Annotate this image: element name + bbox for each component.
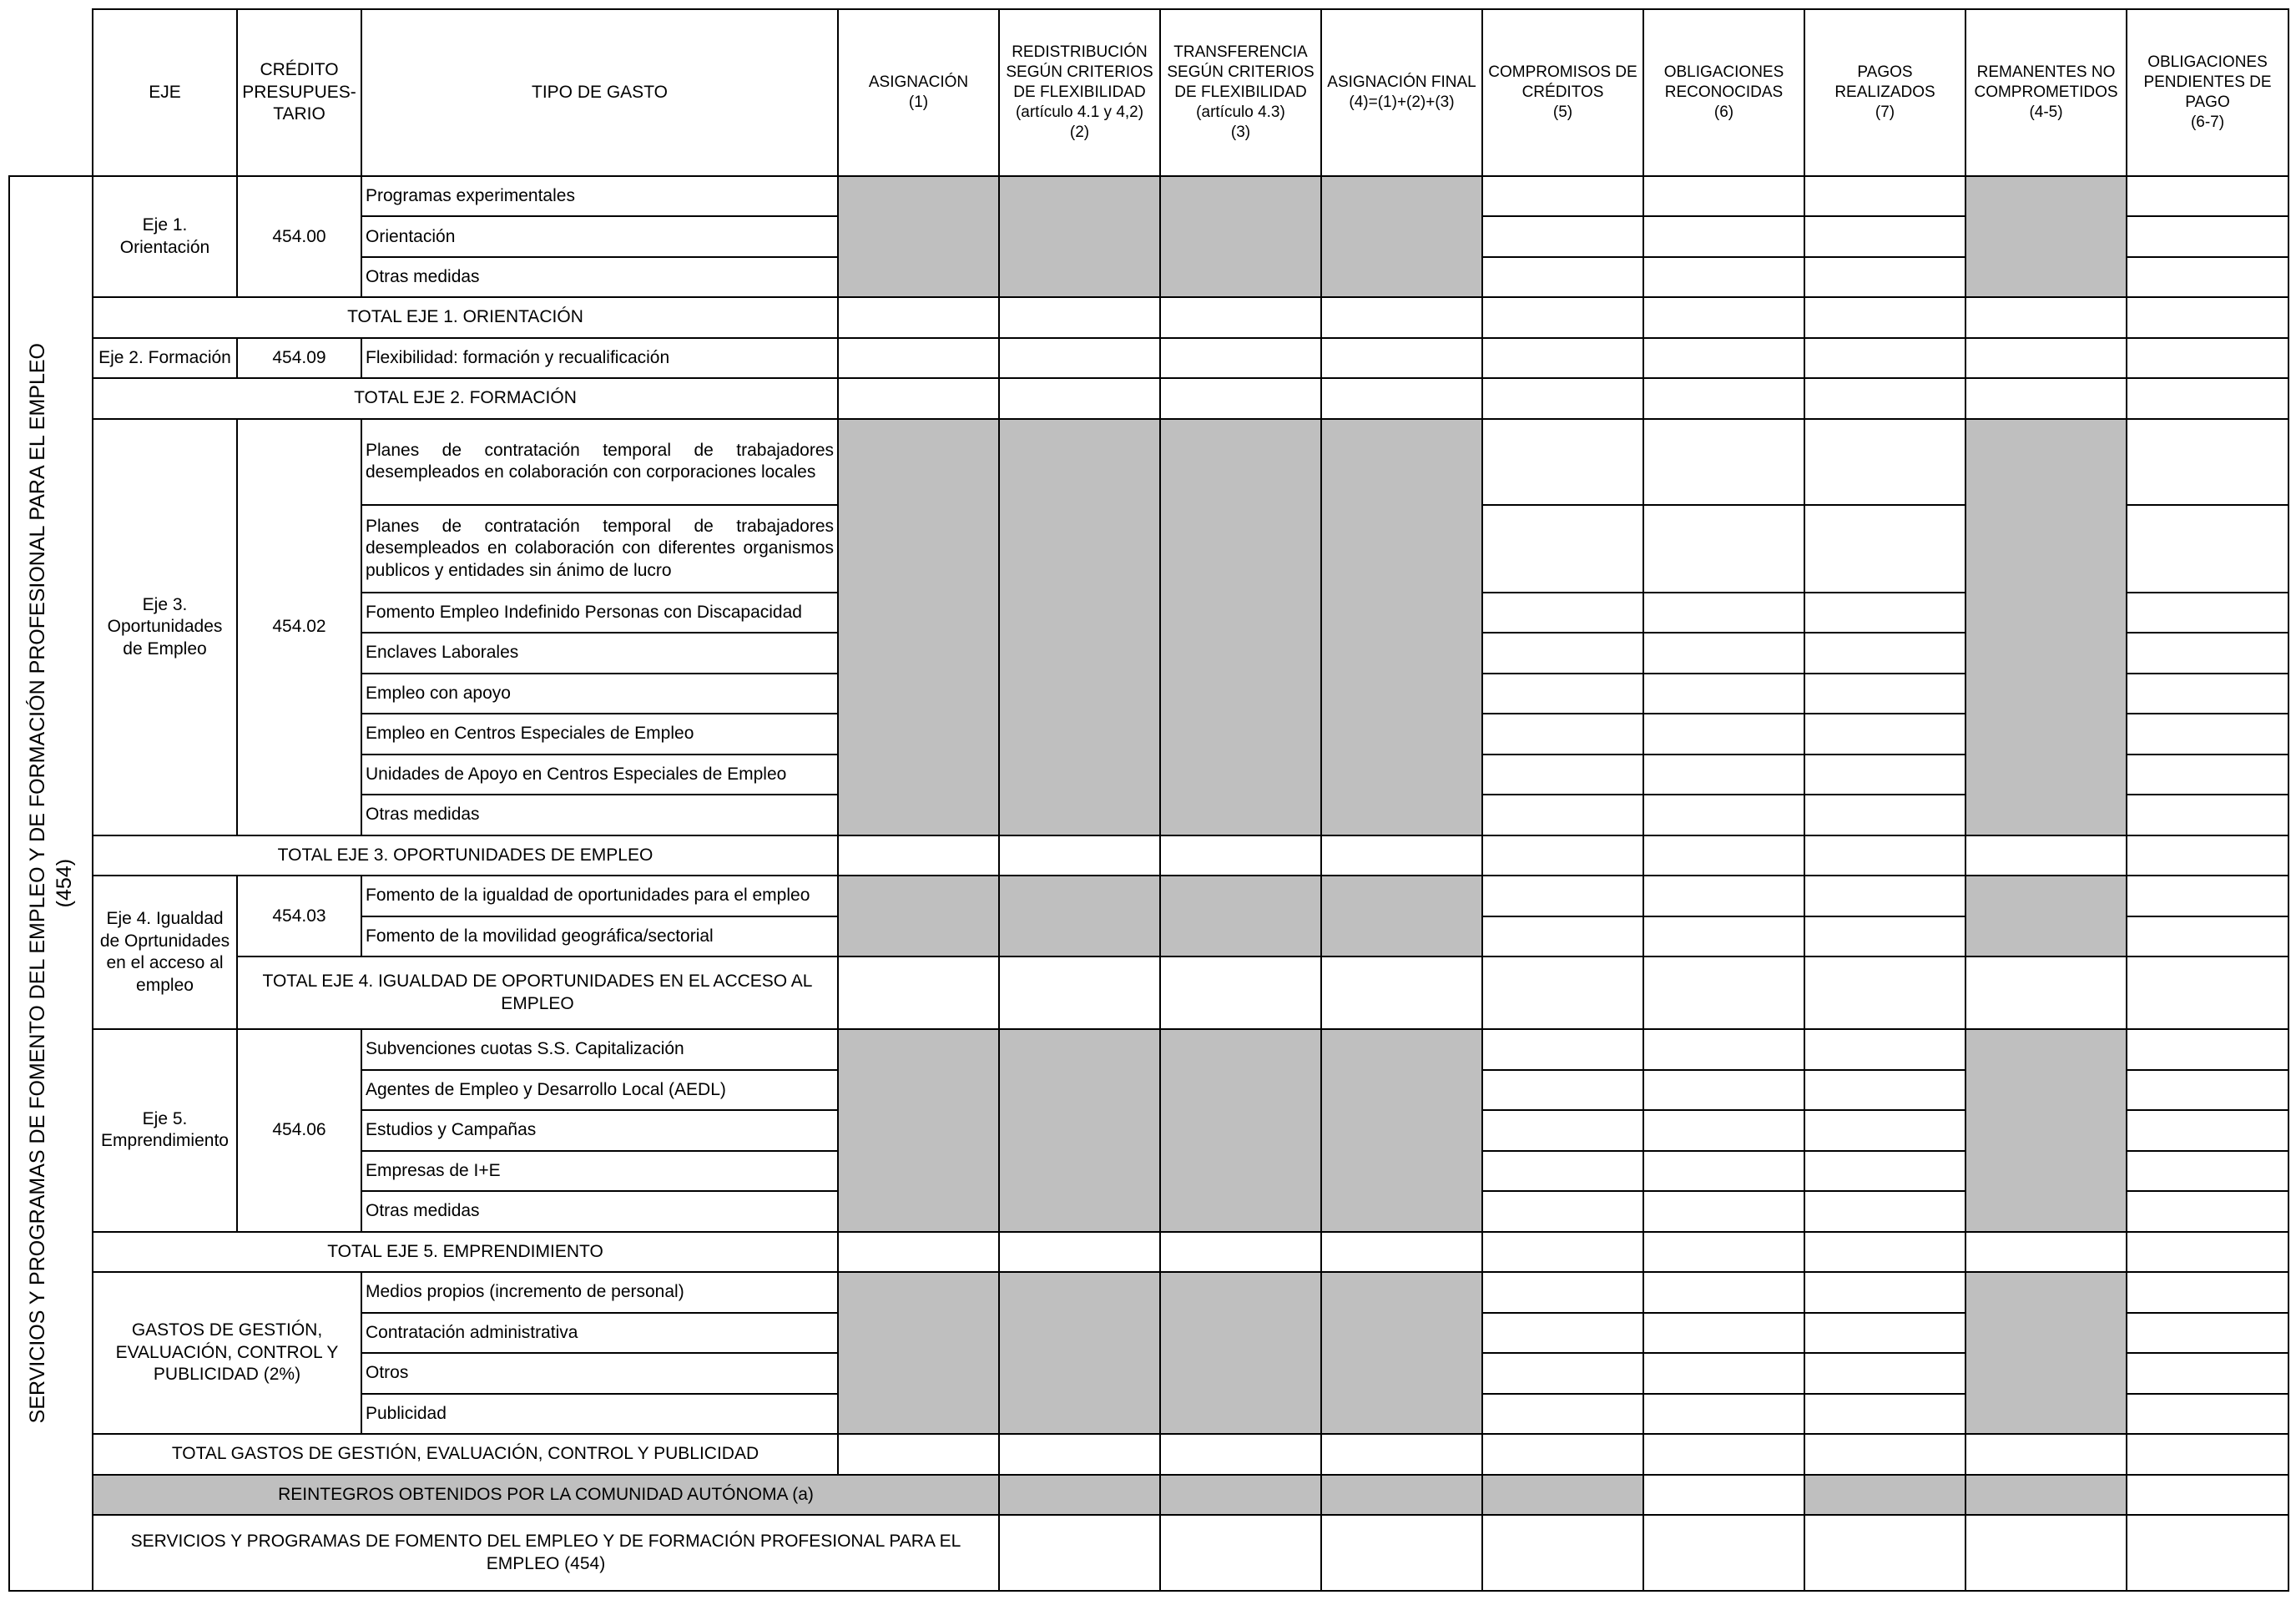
value-cell[interactable] [1643,1434,1804,1474]
value-cell[interactable] [1965,378,2127,418]
value-cell[interactable] [2127,297,2288,337]
value-cell[interactable] [1482,1232,1643,1272]
value-cell[interactable] [2127,378,2288,418]
value-cell[interactable] [1482,338,1643,378]
expense-type: Unidades de Apoyo en Centros Especiales de Empleo [361,755,838,795]
total-row [9,297,2288,337]
header-credito: CRÉDITO PRESUPUES-TARIO [237,9,361,176]
value-cell[interactable] [2127,176,2288,216]
value-cell[interactable] [1804,1313,1965,1353]
value-cell[interactable] [1482,714,1643,754]
value-cell[interactable] [1804,1029,1965,1069]
value-cell[interactable] [1804,956,1965,1029]
total-row [9,956,2288,1029]
value-cell[interactable] [1965,297,2127,337]
value-cell[interactable] [1965,1434,2127,1474]
value-cell[interactable] [2127,1191,2288,1231]
value-cell[interactable] [1965,1232,2127,1272]
value-cell[interactable] [1643,1353,1804,1393]
expense-type: Orientación [361,216,838,256]
value-cell[interactable] [1321,956,1482,1029]
value-cell[interactable] [1804,876,1965,916]
value-cell[interactable] [2127,1272,2288,1312]
value-cell[interactable] [999,338,1160,378]
value-cell[interactable] [1482,176,1643,216]
value-cell[interactable] [999,1232,1160,1272]
value-cell[interactable] [999,956,1160,1029]
value-cell[interactable] [1160,1232,1321,1272]
value-cell[interactable] [1643,835,1804,876]
header-pagos: PAGOS REALIZADOS (7) [1804,9,1965,176]
header-redistribucion: REDISTRIBUCIÓN SEGÚN CRITERIOS DE FLEXIBILIDAD (artículo 4.1 y 4,2) (2) [999,9,1160,176]
value-cell[interactable] [1160,297,1321,337]
expense-type: Fomento de la movilidad geográfica/sectorial [361,916,838,956]
value-cell[interactable] [1482,795,1643,835]
expense-type: Publicidad [361,1394,838,1434]
value-cell[interactable] [1482,297,1643,337]
value-cell[interactable] [1804,714,1965,754]
table-row [9,1272,2288,1312]
value-cell[interactable] [1482,1272,1643,1312]
value-cell[interactable] [1643,257,1804,297]
table-row [9,1029,2288,1069]
expense-type: Fomento de la igualdad de oportunidades para el empleo [361,876,838,916]
value-cell[interactable] [1643,297,1804,337]
expense-type: Subvenciones cuotas S.S. Capitalización [361,1029,838,1069]
expense-type: Enclaves Laborales [361,633,838,673]
budget-execution-table [8,8,2289,1592]
value-cell[interactable] [2127,1475,2288,1515]
value-cell[interactable] [1482,505,1643,593]
value-cell[interactable] [2127,1070,2288,1110]
value-cell[interactable] [2127,1394,2288,1434]
header-transferencia: TRANSFERENCIA SEGÚN CRITERIOS DE FLEXIBILIDAD (artículo 4.3) (3) [1160,9,1321,176]
value-cell[interactable] [1804,378,1965,418]
value-cell[interactable] [1643,1070,1804,1110]
value-cell[interactable] [1643,1191,1804,1231]
eje-3-label: Eje 3. Oportunidades de Empleo [93,419,237,835]
header-asignacion-final: ASIGNACIÓN FINAL (4)=(1)+(2)+(3) [1321,9,1482,176]
value-cell[interactable] [1482,257,1643,297]
value-cell[interactable] [1804,338,1965,378]
total-row [9,835,2288,876]
value-cell[interactable] [838,1434,999,1474]
gestion-label: GASTOS DE GESTIÓN, EVALUACIÓN, CONTROL Y PUBLICIDAD (2%) [93,1272,361,1434]
table-row [9,338,2288,378]
value-cell[interactable] [1643,1029,1804,1069]
expense-type: Otras medidas [361,257,838,297]
value-cell[interactable] [1643,419,1804,505]
total-row [9,1434,2288,1474]
value-cell[interactable] [1643,633,1804,673]
value-cell[interactable] [838,378,999,418]
value-cell[interactable] [1643,876,1804,916]
value-cell[interactable] [1804,1070,1965,1110]
value-cell[interactable] [1804,1272,1965,1312]
budget-report [8,8,2288,1592]
value-cell[interactable] [1804,795,1965,835]
value-cell[interactable] [2127,714,2288,754]
value-cell[interactable] [1482,1353,1643,1393]
value-cell[interactable] [2127,876,2288,916]
value-cell[interactable] [1482,916,1643,956]
value-cell[interactable] [1482,593,1643,633]
value-cell[interactable] [838,835,999,876]
value-cell[interactable] [1482,1070,1643,1110]
value-cell[interactable] [1804,176,1965,216]
value-cell[interactable] [1321,378,1482,418]
value-cell[interactable] [1965,835,2127,876]
value-cell[interactable] [1643,755,1804,795]
value-cell[interactable] [1160,338,1321,378]
value-cell[interactable] [838,338,999,378]
value-cell[interactable] [1160,835,1321,876]
value-cell[interactable] [1482,1151,1643,1191]
header-corner [9,9,93,176]
value-cell[interactable] [999,378,1160,418]
header-tipo-gasto: TIPO DE GASTO [361,9,838,176]
total-row [9,1232,2288,1272]
expense-type: Otras medidas [361,1191,838,1231]
value-cell[interactable] [999,1515,1160,1591]
value-cell[interactable] [1482,1394,1643,1434]
value-cell[interactable] [1482,755,1643,795]
reintegros-row [9,1475,2288,1515]
value-cell[interactable] [1643,1151,1804,1191]
value-cell[interactable] [2127,1515,2288,1591]
value-cell[interactable] [2127,419,2288,505]
value-cell[interactable] [838,1232,999,1272]
value-cell[interactable] [1482,1029,1643,1069]
value-cell[interactable] [1160,378,1321,418]
value-cell[interactable] [2127,916,2288,956]
expense-type: Fomento Empleo Indefinido Personas con Discapacidad [361,593,838,633]
eje-2-total-label: TOTAL EJE 2. FORMACIÓN [93,378,838,418]
value-cell[interactable] [1643,378,1804,418]
expense-type: Agentes de Empleo y Desarrollo Local (AEDL) [361,1070,838,1110]
value-cell[interactable] [1804,1110,1965,1150]
value-cell[interactable] [1643,714,1804,754]
value-cell[interactable] [1804,835,1965,876]
value-cell[interactable] [1643,916,1804,956]
value-cell[interactable] [1321,1434,1482,1474]
expense-type: Empleo en Centros Especiales de Empleo [361,714,838,754]
value-cell[interactable] [1965,1515,2127,1591]
expense-type: Planes de contratación temporal de trabajadores desempleados en colaboración con corporaciones locales [361,419,838,505]
value-cell[interactable] [1643,505,1804,593]
value-cell[interactable] [2127,755,2288,795]
value-cell[interactable] [1804,1191,1965,1231]
expense-type: Contratación administrativa [361,1313,838,1353]
value-cell[interactable] [2127,216,2288,256]
value-cell[interactable] [1482,216,1643,256]
value-cell[interactable] [2127,956,2288,1029]
expense-type: Flexibilidad: formación y recualificación [361,338,838,378]
value-cell[interactable] [1643,176,1804,216]
eje-1-total-label: TOTAL EJE 1. ORIENTACIÓN [93,297,838,337]
eje-5-credit: 454.06 [237,1029,361,1231]
value-cell[interactable] [1804,1434,1965,1474]
value-cell[interactable] [1804,216,1965,256]
value-cell[interactable] [1482,378,1643,418]
value-cell[interactable] [1321,835,1482,876]
value-cell[interactable] [1804,674,1965,714]
value-cell[interactable] [1643,338,1804,378]
value-cell[interactable] [1804,505,1965,593]
value-cell[interactable] [2127,593,2288,633]
value-cell[interactable] [1482,1110,1643,1150]
grand-total-row [9,1515,2288,1591]
value-cell[interactable] [2127,1434,2288,1474]
value-cell[interactable] [2127,835,2288,876]
value-cell[interactable] [2127,674,2288,714]
expense-type: Empleo con apoyo [361,674,838,714]
header-asignacion: ASIGNACIÓN (1) [838,9,999,176]
value-cell[interactable] [1482,835,1643,876]
total-row [9,378,2288,418]
value-cell[interactable] [1643,795,1804,835]
eje-4-total-label: TOTAL EJE 4. IGUALDAD DE OPORTUNIDADES EN EL ACCESO AL EMPLEO [237,956,838,1029]
expense-type: Estudios y Campañas [361,1110,838,1150]
header-eje: EJE [93,9,237,176]
value-cell[interactable] [838,297,999,337]
expense-type: Empresas de I+E [361,1151,838,1191]
value-cell[interactable] [1482,876,1643,916]
expense-type: Otros [361,1353,838,1393]
value-cell[interactable] [1643,593,1804,633]
grand-total-label: SERVICIOS Y PROGRAMAS DE FOMENTO DEL EMPLEO Y DE FORMACIÓN PROFESIONAL PARA EL EMPLEO (454) [93,1515,999,1591]
value-cell[interactable] [2127,633,2288,673]
value-cell[interactable] [1160,1434,1321,1474]
eje-2-label: Eje 2. Formación [93,338,237,378]
value-cell[interactable] [1482,956,1643,1029]
value-cell[interactable] [1321,1515,1482,1591]
value-cell[interactable] [1482,633,1643,673]
value-cell[interactable] [2127,257,2288,297]
value-cell[interactable] [1482,1515,1643,1591]
value-cell[interactable] [1643,1515,1804,1591]
value-cell[interactable] [1804,916,1965,956]
value-cell[interactable] [1160,1515,1321,1591]
eje-5-label: Eje 5. Emprendimiento [93,1029,237,1231]
value-cell[interactable] [1321,338,1482,378]
value-cell[interactable] [1804,257,1965,297]
value-cell[interactable] [1804,633,1965,673]
value-cell[interactable] [1482,1434,1643,1474]
expense-type: Programas experimentales [361,176,838,216]
expense-type: Otras medidas [361,795,838,835]
value-cell[interactable] [1643,1232,1804,1272]
value-cell[interactable] [838,956,999,1029]
value-cell[interactable] [1321,1232,1482,1272]
value-cell[interactable] [1482,1313,1643,1353]
value-cell[interactable] [2127,1232,2288,1272]
header-obligaciones-reconocidas: OBLIGACIONES RECONOCIDAS (6) [1643,9,1804,176]
value-cell[interactable] [2127,1151,2288,1191]
eje-4-credit: 454.03 [237,876,361,956]
value-cell[interactable] [1643,1394,1804,1434]
gestion-total-label: TOTAL GASTOS DE GESTIÓN, EVALUACIÓN, CONTROL Y PUBLICIDAD [93,1434,838,1474]
value-cell[interactable] [1643,1110,1804,1150]
table-row [9,876,2288,916]
header-row [9,9,2288,176]
expense-type: Planes de contratación temporal de trabajadores desempleados en colaboración con diferentes organismos publicos y entidades sin ánimo de lucro [361,505,838,593]
value-cell[interactable] [1804,1394,1965,1434]
value-cell[interactable] [1965,338,2127,378]
header-remanentes: REMANENTES NO COMPROMETIDOS (4-5) [1965,9,2127,176]
eje-3-credit: 454.02 [237,419,361,835]
value-cell[interactable] [1804,297,1965,337]
value-cell[interactable] [2127,1353,2288,1393]
value-cell[interactable] [999,1434,1160,1474]
header-pendientes: OBLIGACIONES PENDIENTES DE PAGO (6-7) [2127,9,2288,176]
eje-1-credit: 454.00 [237,176,361,297]
table-row [9,419,2288,505]
value-cell[interactable] [1160,956,1321,1029]
expense-type: Medios propios (incremento de personal) [361,1272,838,1312]
side-label [9,176,93,1591]
value-cell[interactable] [1804,419,1965,505]
value-cell[interactable] [1643,216,1804,256]
value-cell[interactable] [1643,1313,1804,1353]
reintegros-label: REINTEGROS OBTENIDOS POR LA COMUNIDAD AUTÓNOMA (a) [93,1475,999,1515]
value-cell[interactable] [999,835,1160,876]
value-cell[interactable] [1804,1232,1965,1272]
value-cell[interactable] [1643,1475,1804,1515]
value-cell[interactable] [999,297,1160,337]
value-cell[interactable] [2127,795,2288,835]
eje-1-label: Eje 1. Orientación [93,176,237,297]
value-cell[interactable] [2127,1110,2288,1150]
table-row [9,176,2288,216]
value-cell[interactable] [2127,338,2288,378]
eje-5-total-label: TOTAL EJE 5. EMPRENDIMIENTO [93,1232,838,1272]
value-cell[interactable] [1482,1191,1643,1231]
value-cell[interactable] [1643,956,1804,1029]
value-cell[interactable] [1804,593,1965,633]
value-cell[interactable] [1804,1353,1965,1393]
value-cell[interactable] [1643,674,1804,714]
value-cell[interactable] [2127,1029,2288,1069]
eje-4-label: Eje 4. Igualdad de Oprtunidades en el acceso al empleo [93,876,237,1029]
value-cell[interactable] [1804,1515,1965,1591]
value-cell[interactable] [2127,505,2288,593]
eje-3-total-label: TOTAL EJE 3. OPORTUNIDADES DE EMPLEO [93,835,838,876]
value-cell[interactable] [1321,297,1482,337]
value-cell[interactable] [1965,956,2127,1029]
value-cell[interactable] [1482,674,1643,714]
value-cell[interactable] [2127,1313,2288,1353]
header-compromisos: COMPROMISOS DE CRÉDITOS (5) [1482,9,1643,176]
value-cell[interactable] [1804,1151,1965,1191]
eje-2-credit: 454.09 [237,338,361,378]
side-label-text: SERVICIOS Y PROGRAMAS DE FOMENTO DEL EMPLEO Y DE FORMACIÓN PROFESIONAL PARA EL EMPLEO (454) [26,343,76,1424]
value-cell[interactable] [1804,755,1965,795]
value-cell[interactable] [1482,419,1643,505]
value-cell[interactable] [1643,1272,1804,1312]
